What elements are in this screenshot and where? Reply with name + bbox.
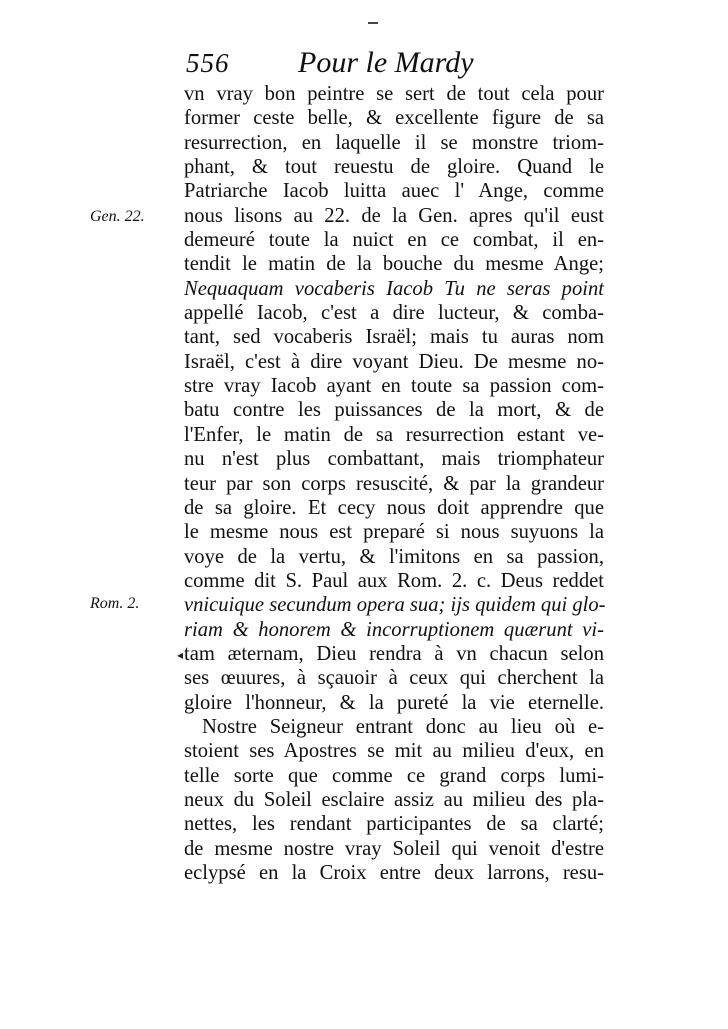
text-line: tant, sed vocaberis Israël; mais tu auras nom xyxy=(184,326,604,349)
text-line: Patriarche Iacob luitta auec l' Ange, comme xyxy=(184,180,604,203)
text-line: le mesme nous est preparé si nous suyuons la xyxy=(184,521,604,544)
margin-note-rom: Rom. 2. xyxy=(90,595,140,612)
text-line: gloire l'honneur, & la pureté la vie eternelle. xyxy=(184,691,604,714)
margin-note-gen: Gen. 22. xyxy=(90,208,145,225)
ink-mark-icon: ◂ xyxy=(177,648,184,662)
text-line: stre vray Iacob ayant en toute sa passion com- xyxy=(184,375,604,398)
text-line-latin: Nequaquam vocaberis Iacob Tu ne seras point xyxy=(184,277,604,300)
text-line: neux du Soleil esclaire assiz au milieu des pla- xyxy=(184,788,604,811)
text-line: l'Enfer, le matin de sa resurrection estant ve- xyxy=(184,423,604,446)
text-line: nettes, les rendant participantes de sa clarté; xyxy=(184,813,604,836)
text-line: eclypsé en la Croix entre deux larrons, resu- xyxy=(184,862,604,884)
text-line: teur par son corps resuscité, & par la grandeur xyxy=(184,472,604,495)
text-line: nu n'est plus combattant, mais triomphateur xyxy=(184,448,604,471)
text-line: voye de la vertu, & l'imitons en sa passion, xyxy=(184,545,604,568)
text-line: nous lisons au 22. de la Gen. apres qu'il eust xyxy=(184,204,604,227)
text-line-latin: vnicuique secundum opera sua; ijs quidem qui glo- xyxy=(184,594,606,617)
running-head: Pour le Mardy xyxy=(298,46,474,79)
text-line: demeuré toute la nuict en ce combat, il en- xyxy=(184,229,604,252)
text-line: batu contre les puissances de la mort, & de xyxy=(184,399,604,422)
text-line: vn vray bon peintre se sert de tout cela pour xyxy=(184,83,604,105)
text-line: phant, & tout reuestu de gloire. Quand le xyxy=(184,156,604,179)
page-number: 556 xyxy=(186,48,230,78)
text-line: Israël, c'est à dire voyant Dieu. De mesme no- xyxy=(184,350,604,373)
text-line: tam æternam, Dieu rendra à vn chacun selon xyxy=(184,642,604,665)
body-text xyxy=(184,82,604,885)
text-line: tendit le matin de la bouche du mesme Ange; xyxy=(184,253,604,276)
text-line: telle sorte que comme ce grand corps lumi- xyxy=(184,764,604,787)
printer-mark xyxy=(368,22,378,24)
text-line: stoient ses Apostres se mit au milieu d'eux, en xyxy=(184,740,604,763)
text-line: de mesme nostre vray Soleil qui venoit d'estre xyxy=(184,837,604,860)
text-line-paragraph-start: Nostre Seigneur entrant donc au lieu où e- xyxy=(202,715,604,738)
text-line: resurrection, en laquelle il se monstre triom- xyxy=(184,131,604,154)
text-line: appellé Iacob, c'est a dire lucteur, & comba- xyxy=(184,302,604,325)
text-line-latin: riam & honorem & incorruptionem quærunt vi- xyxy=(184,618,604,641)
page-header xyxy=(178,46,598,86)
text-line: former ceste belle, & excellente figure de sa xyxy=(184,107,604,130)
text-line: comme dit S. Paul aux Rom. 2. c. Deus reddet xyxy=(184,569,604,592)
text-line: de sa gloire. Et cecy nous doit apprendre que xyxy=(184,496,604,519)
text-line: ses œuures, à sçauoir à ceux qui cherchent la xyxy=(184,667,604,690)
